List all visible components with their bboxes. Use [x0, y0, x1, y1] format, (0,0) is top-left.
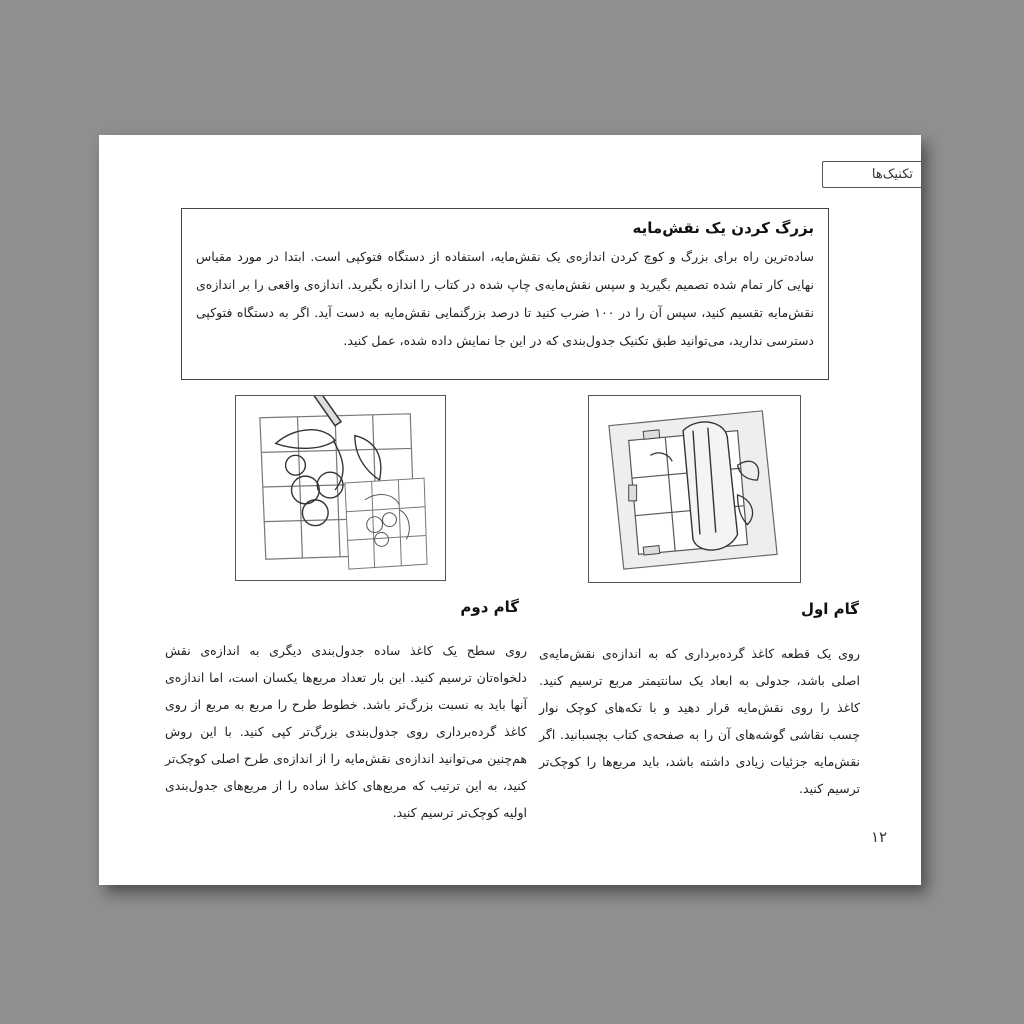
intro-text: ساده‌ترین راه برای بزرگ و کوچ کردن اندازه‌ی یک نقش‌مایه، استفاده از دستگاه فتوکپی است. ابتدا در مورد مقیاس نهایی کار تمام شده تصمیم بگیرید و سپس نقش‌مایه‌ی چاپ شده در کتاب را اندازه بگیرید. اندازه‌ی واقعی را بر اندازه‌ی نقش‌مایه تقسیم کنید، سپس آن را در ۱۰۰ ضرب کنید تا درصد بزرگنمایی نقش‌مایه به دست آید. اگر به دستگاه فتوکپی دسترسی ندارید، می‌توانید طبق تکنیک جدول‌بندی که در این جا نمایش داده شده، عمل کنید. [196, 249, 814, 348]
step-one-text: روی یک قطعه کاغذ گرده‌برداری که به اندازه‌ی نقش‌مایه‌ی اصلی باشد، جدولی به ابعاد یک سانتیمتر مربع ترسیم کنید. کاغذ را روی نقش‌مایه قرار دهید و با تکه‌های کوچک نوار چسب نقاشی گوشه‌های آن را به صفحه‌ی کتاب بچسبانید. اگر نقش‌مایه جزئیات زیادی داشته باشد، باید مربع‌ها را کوچک‌تر ترسیم کنید. [539, 646, 860, 796]
intro-box [181, 208, 829, 380]
step-two-text: روی سطح یک کاغذ ساده جدول‌بندی دیگری به اندازه‌ی نقش دلخواه‌تان ترسیم کنید. این بار تعداد مربع‌ها یکسان است، اما اندازه‌ی آنها باید به نسبت بزرگ‌تر باشد. خطوط طرح را مربع به مربع از روی کاغذ گرده‌برداری روی جدول‌بندی بزرگ‌تر کپی کنید. با این روش هم‌چنین می‌توانید اندازه‌ی نقش‌مایه را از اندازه‌ی طرح اصلی کوچک‌تر کنید، به این ترتیب که مربع‌های کاغذ ساده را از مربع‌های جدول‌بندی اولیه کوچک‌تر ترسیم کنید. [165, 643, 527, 820]
section-tab-label: تکنیک‌ها [871, 167, 913, 182]
step-two-title: گام دوم [460, 598, 519, 616]
page-number: ۱۲ [870, 828, 888, 846]
grid-enlarge-drawing [236, 396, 445, 580]
section-tab [822, 161, 921, 188]
step-two-illustration [235, 395, 446, 581]
step-one-title: گام اول [800, 600, 859, 618]
step-one-illustration [588, 395, 801, 583]
intro-title: بزرگ کردن یک نقش‌مایه [632, 219, 814, 237]
book-page [99, 135, 921, 885]
tracing-paper-drawing [589, 396, 800, 582]
